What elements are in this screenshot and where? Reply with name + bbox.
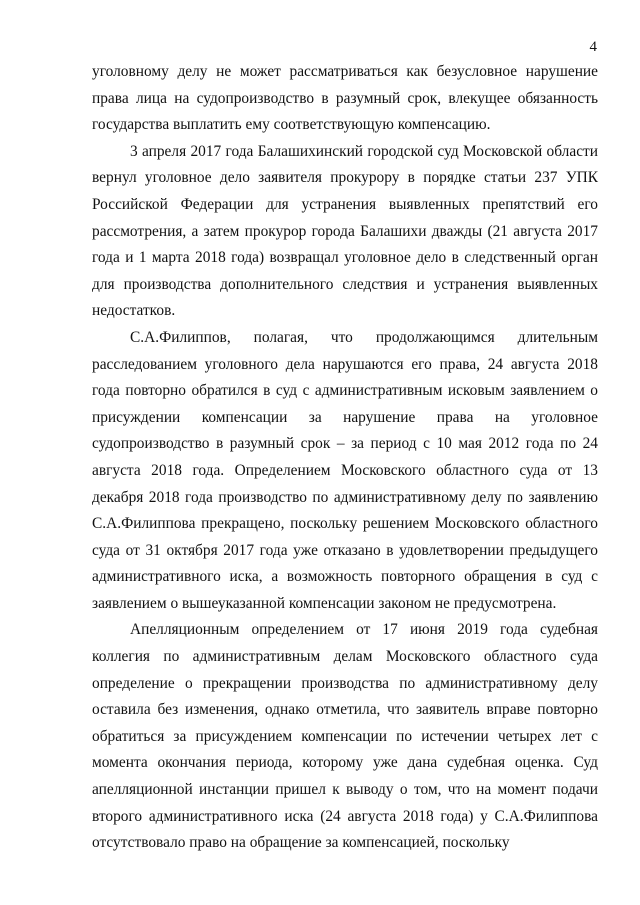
paragraph-continuation: уголовному делу не может рассматриваться как безусловное нарушение права лица на судопроизводство в разумный срок, влекущее обязанность государства выплатить ему соответствующую компенсацию.	[92, 63, 598, 134]
document-body	[92, 59, 598, 857]
paragraph-second-claim: С.А.Филиппов, полагая, что продолжающимся длительным расследованием уголовного дела нарушаются его права, 24 августа 2018 года повторно обратился в суд с административным исковым заявлением о присуждении компенсации за нарушение права на уголовное судопроизводство в разумный срок – за период с 10 мая 2012 года по 24 августа 2018 года. Определением Московского областного суда от 13 декабря 2018 года производство по административному делу по заявлению С.А.Филиппова прекращено, поскольку решением Московского областного суда от 31 октября 2017 года уже отказано в удовлетворении предыдущего административного иска, а возможность повторного обращения в суд с заявлением о вышеуказанной компенсации законом не предусмотрена.	[92, 328, 598, 612]
paragraph-appeal-ruling: Апелляционным определением от 17 июня 2019 года судебная коллегия по административным делам Московского областного суда определение о прекращении производства по административному делу оставила без изменения, однако отметила, что заявитель вправе повторно обратиться за присуждением компенсации по истечении четырех лет с момента окончания периода, которому уже дана судебная оценка. Суд апелляционной инстанции пришел к выводу о том, что на момент подачи второго административного иска (24 августа 2018 года) у С.А.Филиппова отсутствовало право на обращение за компенсацией, поскольку	[92, 621, 598, 852]
page-number: 4	[589, 39, 597, 55]
paragraph-case-returned: 3 апреля 2017 года Балашихинский городской суд Московской области вернул уголовное дело заявителя прокурору в порядке статьи 237 УПК Российской Федерации для устранения выявленных препятствий его рассмотрения, а затем прокурор города Балашихи дважды (21 августа 2017 года и 1 марта 2018 года) возвращал уголовное дело в следственный орган для производства дополнительного следствия и устранения выявленных недостатков.	[92, 142, 598, 320]
